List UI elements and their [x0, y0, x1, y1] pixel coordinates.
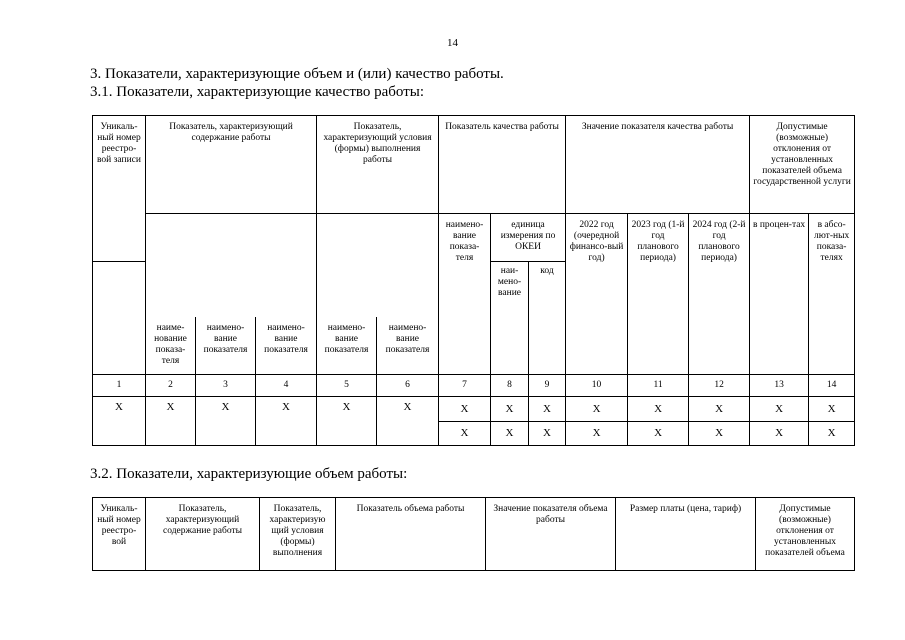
section-3-2-heading: 3.2. Показатели, характеризующие объем работы:: [90, 466, 408, 482]
section-3-1-heading: 3.1. Показатели, характеризующие качество работы:: [90, 84, 424, 100]
column-number: 13: [750, 375, 809, 397]
column-number: 10: [566, 375, 628, 397]
x-cell: X: [529, 397, 566, 422]
x-cell: X: [689, 422, 750, 446]
x-cell: X: [93, 397, 146, 446]
x-cell: X: [566, 422, 628, 446]
header-volume-value: Значение показателя объема работы: [486, 498, 616, 571]
header-unit-code: код: [529, 262, 566, 375]
x-cell: X: [566, 397, 628, 422]
quality-indicators-table: [92, 115, 855, 446]
x-cell: X: [439, 397, 491, 422]
header-content-indicator: Показатель, характеризующий содержание работы: [146, 498, 260, 571]
header-indicator-name-5: наимено-вание показателя: [317, 317, 377, 375]
header-indicator-name-2: наиме-нование показа-теля: [146, 317, 196, 375]
column-number: 9: [529, 375, 566, 397]
x-cell: X: [750, 422, 809, 446]
header-content-indicator: Показатель, характеризующий содержание работы: [146, 116, 317, 214]
page-number: 14: [447, 37, 458, 49]
x-cell: X: [317, 397, 377, 446]
column-number: 7: [439, 375, 491, 397]
section-3-heading: 3. Показатели, характеризующие объем и (или) качество работы.: [90, 66, 504, 82]
header-year-2023: 2023 год (1-й год планового периода): [628, 214, 689, 375]
header-conditions-indicator: Показатель, характеризующий условия (формы) выполнения работы: [317, 116, 439, 214]
header-in-absolute: в абсо-лют-ных показа-телях: [809, 214, 855, 375]
x-cell: X: [196, 397, 256, 446]
header-conditions-indicator: Показатель, характеризую щий условия (формы) выполнения: [260, 498, 336, 571]
column-number: 11: [628, 375, 689, 397]
column-number: 12: [689, 375, 750, 397]
header-unique-number: Уникаль-ный номер реестро-вой: [93, 498, 146, 571]
empty-cell: [93, 317, 146, 375]
x-cell: X: [689, 397, 750, 422]
header-indicator-name: наимено-вание показа-теля: [439, 214, 491, 375]
x-cell: X: [809, 422, 855, 446]
x-cell: X: [628, 397, 689, 422]
empty-cell: [146, 214, 317, 317]
x-cell: X: [377, 397, 439, 446]
column-number: 6: [377, 375, 439, 397]
header-indicator-name-6: наимено-вание показателя: [377, 317, 439, 375]
empty-cell: [317, 214, 439, 317]
x-cell: X: [256, 397, 317, 446]
x-cell: X: [809, 397, 855, 422]
header-allowed-deviation: Допустимые (возможные) отклонения от установленных показателей объема государственной услуги: [750, 116, 855, 214]
x-cell: X: [146, 397, 196, 446]
header-indicator-name-4: наимено-вание показателя: [256, 317, 317, 375]
column-number: 8: [491, 375, 529, 397]
x-cell: X: [628, 422, 689, 446]
x-cell: X: [439, 422, 491, 446]
header-indicator-name-3: наимено-вание показателя: [196, 317, 256, 375]
column-number: 1: [93, 375, 146, 397]
x-cell: X: [491, 422, 529, 446]
header-unique-number: Уникаль-ный номер реестро-вой записи: [93, 116, 146, 262]
empty-cell: [93, 262, 146, 317]
header-allowed-deviation: Допустимые (возможные) отклонения от установленных показателей объема: [756, 498, 855, 571]
header-okei-unit: единица измерения по ОКЕИ: [491, 214, 566, 262]
header-in-percent: в процен-тах: [750, 214, 809, 375]
header-year-2022: 2022 год (очередной финансо-вый год): [566, 214, 628, 375]
column-number: 4: [256, 375, 317, 397]
header-fee: Размер платы (цена, тариф): [616, 498, 756, 571]
column-number: 5: [317, 375, 377, 397]
header-quality-value: Значение показателя качества работы: [566, 116, 750, 214]
x-cell: X: [750, 397, 809, 422]
header-year-2024: 2024 год (2-й год планового периода): [689, 214, 750, 375]
header-quality-indicator: Показатель качества работы: [439, 116, 566, 214]
column-number: 2: [146, 375, 196, 397]
column-number: 14: [809, 375, 855, 397]
column-number: 3: [196, 375, 256, 397]
volume-indicators-table: [92, 497, 855, 571]
x-cell: X: [529, 422, 566, 446]
header-volume-indicator: Показатель объема работы: [336, 498, 486, 571]
header-unit-name: наи-мено-вание: [491, 262, 529, 375]
x-cell: X: [491, 397, 529, 422]
